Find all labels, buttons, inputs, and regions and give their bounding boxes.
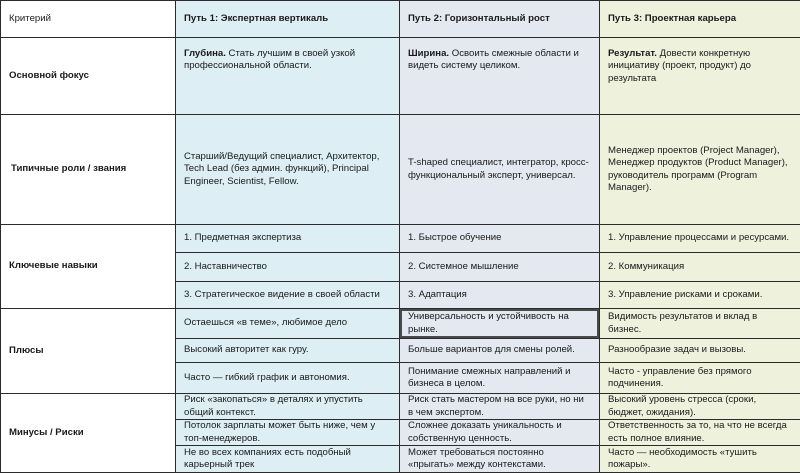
pros-path3: Разнообразие задач и вызовы. <box>600 339 800 363</box>
skills-path1: 1. Предметная экспертиза <box>176 225 400 253</box>
skills-path1: 3. Стратегическое видение в своей области <box>176 282 400 309</box>
focus-path3 <box>600 38 800 115</box>
pros-row-1 <box>1 309 800 339</box>
pros-path1: Остаешься «в теме», любимое дело <box>176 309 400 339</box>
cons-row-1 <box>1 394 800 420</box>
cons-path1: Не во всех компаниях есть подобный карьерный трек <box>176 446 400 473</box>
skills-row-1 <box>1 225 800 253</box>
header-criterion: Критерий <box>1 1 176 38</box>
row-label-focus: Основной фокус <box>1 38 176 115</box>
cons-path1: Риск «закопаться» в деталях и упустить общий контекст. <box>176 394 400 420</box>
roles-row <box>1 115 800 225</box>
cons-path2: Сложнее доказать уникальность и собственную ценность. <box>400 420 600 446</box>
focus-path2-bold: Ширина. <box>408 48 450 59</box>
cons-path1: Потолок зарплаты может быть ниже, чем у топ-менеджеров. <box>176 420 400 446</box>
row-label-skills: Ключевые навыки <box>1 225 176 309</box>
pros-path3: Видимость результатов и вклад в бизнес. <box>600 309 800 339</box>
pros-path3: Часто - управление без прямого подчинения. <box>600 363 800 394</box>
pros-path2: Универсальность и устойчивость на рынке. <box>400 309 600 339</box>
focus-path3-bold: Результат. <box>608 48 657 59</box>
pros-path1: Высокий авторитет как гуру. <box>176 339 400 363</box>
focus-path1-bold: Глубина. <box>184 48 226 59</box>
row-label-roles: Типичные роли / звания <box>1 115 176 225</box>
header-path2: Путь 2: Горизонтальный рост <box>400 1 600 38</box>
roles-path2: T-shaped специалист, интегратор, кросс-функциональный эксперт, универсал. <box>400 115 600 225</box>
skills-path3: 2. Коммуникация <box>600 253 800 282</box>
roles-path1: Старший/Ведущий специалист, Архитектор, Tech Lead (без админ. функций), Principal Engineer, Scientist, Fellow. <box>176 115 400 225</box>
cons-path2: Может требоваться постоянно «прыгать» между контекстами. <box>400 446 600 473</box>
skills-path3: 3. Управление рисками и сроками. <box>600 282 800 309</box>
cons-path3: Часто — необходимость «тушить пожары». <box>600 446 800 473</box>
pros-path2: Больше вариантов для смены ролей. <box>400 339 600 363</box>
pros-path2: Понимание смежных направлений и бизнеса в целом. <box>400 363 600 394</box>
focus-path2-text: Освоить смежные области и видеть систему целиком. <box>408 48 579 72</box>
header-path3: Путь 3: Проектная карьера <box>600 1 800 38</box>
skills-path2: 3. Адаптация <box>400 282 600 309</box>
header-path1: Путь 1: Экспертная вертикаль <box>176 1 400 38</box>
cons-path3: Ответственность за то, на что не всегда есть полное влияние. <box>600 420 800 446</box>
cons-path2: Риск стать мастером на все руки, но ни в чем экспертом. <box>400 394 600 420</box>
pros-path1: Часто — гибкий график и автономия. <box>176 363 400 394</box>
focus-path1 <box>176 38 400 115</box>
row-label-cons: Минусы / Риски <box>1 394 176 473</box>
skills-path1: 2. Наставничество <box>176 253 400 282</box>
skills-path2: 2. Системное мышление <box>400 253 600 282</box>
header-row <box>1 1 800 38</box>
roles-path3: Менеджер проектов (Project Manager), Менеджер продуктов (Product Manager), руководитель программ (Program Manager). <box>600 115 800 225</box>
focus-path2 <box>400 38 600 115</box>
skills-path2: 1. Быстрое обучение <box>400 225 600 253</box>
skills-path3: 1. Управление процессами и ресурсами. <box>600 225 800 253</box>
focus-path3-text: Довести конкретную инициативу (проект, продукт) до результата <box>608 48 752 84</box>
cons-path3: Высокий уровень стресса (сроки, бюджет, ожидания). <box>600 394 800 420</box>
row-label-pros: Плюсы <box>1 309 176 394</box>
focus-path1-text: Стать лучшим в своей узкой профессиональной области. <box>184 48 356 72</box>
focus-row <box>1 38 800 115</box>
